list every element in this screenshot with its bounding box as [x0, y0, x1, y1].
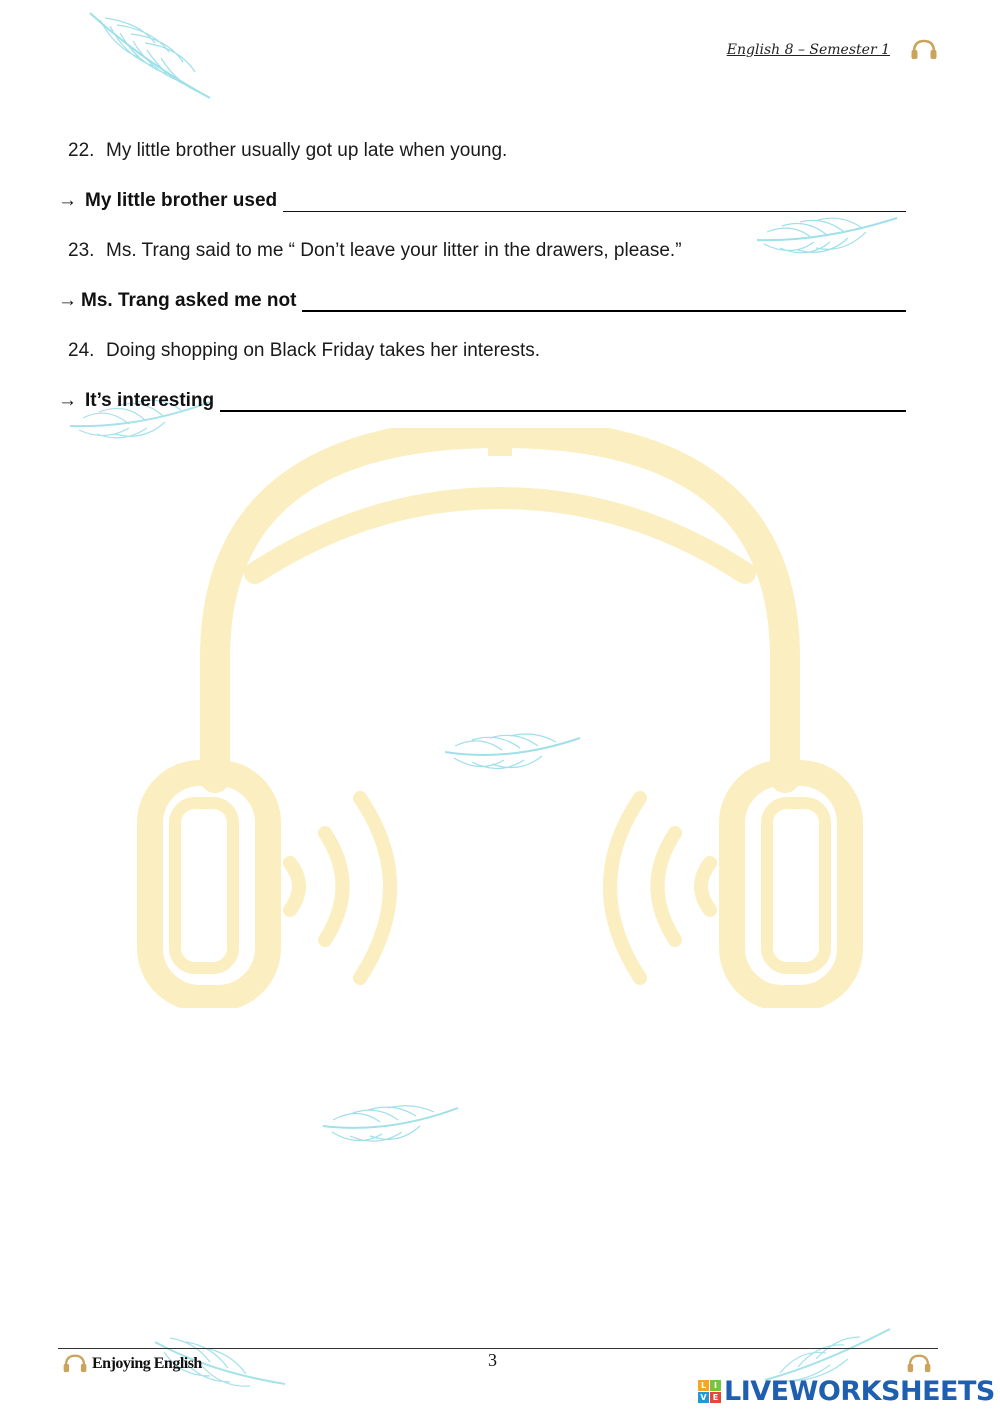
answer-stem: It’s interesting	[85, 390, 215, 411]
answer-row-24	[58, 390, 906, 412]
logo-letter: L	[698, 1380, 709, 1391]
headphones-icon	[62, 1353, 88, 1373]
logo-letter: E	[710, 1392, 721, 1403]
liveworksheets-watermark	[698, 1376, 995, 1407]
headphones-watermark	[130, 428, 870, 1008]
question-number: 23.	[68, 240, 95, 261]
question-number: 22.	[68, 140, 95, 161]
answer-stem: Ms. Trang asked me not	[81, 290, 297, 311]
question-sentence: Doing shopping on Black Friday takes her interests.	[106, 340, 541, 361]
question-24	[68, 340, 540, 362]
arrow-icon: →	[58, 290, 77, 311]
question-number: 24.	[68, 340, 95, 361]
answer-blank-22[interactable]	[283, 191, 906, 212]
question-sentence: Ms. Trang said to me “ Don’t leave your litter in the drawers, please.”	[106, 240, 682, 261]
question-22	[68, 140, 507, 162]
feather-decoration	[85, 8, 220, 103]
liveworksheets-logo-icon	[698, 1380, 721, 1403]
headphones-icon	[910, 38, 938, 60]
arrow-icon: →	[58, 190, 77, 211]
footer-divider	[58, 1348, 938, 1349]
feather-decoration	[318, 1100, 463, 1150]
logo-letter: I	[710, 1380, 721, 1391]
answer-stem: My little brother used	[85, 190, 278, 211]
page-number: 3	[488, 1350, 497, 1370]
question-23	[68, 240, 682, 262]
liveworksheets-wordmark: LIVEWORKSHEETS	[724, 1376, 995, 1407]
answer-blank-24[interactable]	[220, 390, 906, 412]
logo-letter: V	[698, 1392, 709, 1403]
feather-decoration	[440, 728, 585, 778]
headphones-icon	[906, 1353, 932, 1373]
arrow-icon: →	[58, 390, 77, 411]
question-sentence: My little brother usually got up late when young.	[106, 140, 508, 161]
footer-brand: Enjoying English	[92, 1355, 202, 1372]
answer-row-22	[58, 190, 906, 212]
answer-row-23	[58, 290, 906, 312]
header-title: English 8 – Semester 1	[726, 42, 890, 58]
feather-decoration	[752, 212, 902, 260]
answer-blank-23[interactable]	[302, 290, 906, 312]
